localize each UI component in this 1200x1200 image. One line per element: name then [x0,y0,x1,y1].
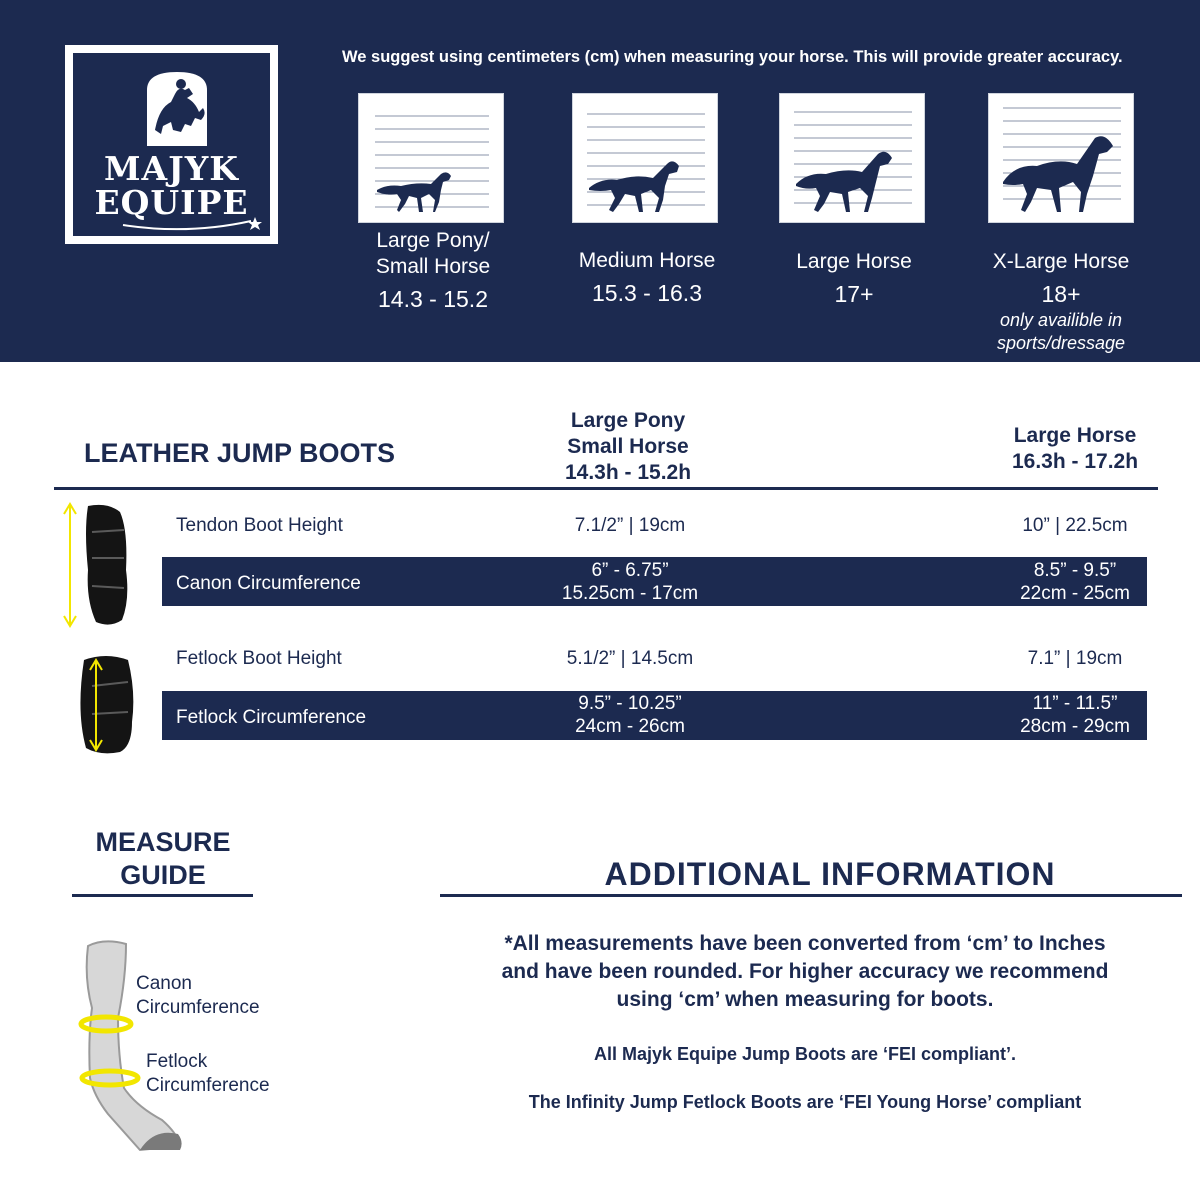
medium-horse-silhouette-icon [573,94,718,223]
brand-line-1: MAJYK [104,149,239,188]
fetlock-small-cm: 24cm - 26cm [575,716,685,737]
size-range: 14.3 - 15.2 [378,286,488,312]
column-header-large-pony [508,408,748,486]
table-header-rule [54,487,1158,490]
fetlock-circumference-label [146,1050,270,1098]
fetlock-label-line-2: Circumference [146,1075,270,1096]
size-name-line-1: Large Pony/ [376,229,490,252]
size-range: 18+ [1041,281,1081,307]
size-medium-horse [547,248,747,308]
fetlock-small-inches: 9.5” - 10.25” [578,693,682,714]
row-label-fetlock-height: Fetlock Boot Height [176,648,342,669]
column-header-line-1: Large Horse [1013,424,1137,447]
measure-guide-rule [72,894,253,897]
canon-circumference-row [162,557,1147,606]
conversion-note-line-2: and have been rounded. For higher accuracy we recommend [501,960,1109,983]
fetlock-large-inches: 11” - 11.5” [1032,693,1118,714]
canon-small-cm: 15.25cm - 17cm [561,583,699,604]
size-range: 17+ [834,281,874,307]
size-card-x-large-horse [988,93,1134,223]
canon-label-line-1: Canon [136,973,192,994]
conversion-note-line-1: *All measurements have been converted from ‘cm’ to Inches [504,932,1106,955]
fetlock-height-small: 5.1/2” | 14.5cm [566,648,694,669]
column-header-line-3: 14.3h - 15.2h [564,461,692,484]
canon-label-line-2: Circumference [136,997,260,1018]
small-horse-silhouette-icon [359,94,504,223]
size-x-large-horse [961,249,1161,355]
size-card-large-pony [358,93,504,223]
size-note-line-2: sports/dressage [996,333,1126,353]
size-name-line-2: Small Horse [375,255,491,278]
column-header-line-1: Large Pony [570,409,686,432]
brand-swoosh-icon [113,213,263,233]
size-name-line-1: X-Large Horse [992,250,1130,273]
table-title: LEATHER JUMP BOOTS [84,438,396,468]
horse-rider-emblem-icon [141,68,213,148]
young-horse-note: The Infinity Jump Fetlock Boots are ‘FEI Young Horse’ compliant [528,1092,1082,1112]
size-large-pony [333,228,533,314]
size-range: 15.3 - 16.3 [592,280,702,306]
column-header-line-2: Small Horse [567,435,689,458]
brand-logo [65,45,278,244]
fetlock-boot-icon [70,652,140,756]
column-header-large-horse [955,423,1195,475]
row-label-fetlock-circumference: Fetlock Circumference [176,707,367,728]
tendon-height-large: 10” | 22.5cm [1022,515,1128,536]
size-card-medium-horse [572,93,718,223]
row-label-tendon-height: Tendon Boot Height [176,515,343,536]
canon-large [955,559,1195,605]
fetlock-circumference-row [162,691,1147,740]
size-name-line-1: Medium Horse [578,249,716,272]
column-header-line-2: 16.3h - 17.2h [1011,450,1139,473]
size-name-line-1: Large Horse [796,250,912,273]
additional-info-title: ADDITIONAL INFORMATION [604,856,1056,892]
conversion-note-line-3: using ‘cm’ when measuring for boots. [616,988,994,1011]
measure-guide-title [72,826,254,892]
canon-circumference-label [136,972,260,1020]
canon-large-inches: 8.5” - 9.5” [1033,560,1117,581]
canon-small [510,559,750,605]
measure-guide-title-line-1: MEASURE [95,827,231,857]
fetlock-height-large: 7.1” | 19cm [1027,648,1123,669]
measure-guide-title-line-2: GUIDE [120,860,206,890]
additional-info-rule [440,894,1182,897]
large-horse-silhouette-icon [780,94,925,223]
fetlock-large-cm: 28cm - 29cm [1020,716,1130,737]
row-label-canon: Canon Circumference [176,573,361,594]
tendon-boot-icon [58,500,138,630]
size-card-large-horse [779,93,925,223]
measuring-note: We suggest using centimeters (cm) when measuring your horse. This will provide greater accuracy. [342,48,1123,66]
canon-small-inches: 6” - 6.75” [591,560,669,581]
brand-line-2: EQUIPE [94,183,249,222]
fetlock-label-line-1: Fetlock [146,1051,208,1072]
size-large-horse [754,249,954,309]
x-large-horse-silhouette-icon [989,94,1134,223]
fetlock-small [510,692,750,738]
canon-large-cm: 22cm - 25cm [1020,583,1130,604]
fei-compliant-note: All Majyk Equipe Jump Boots are ‘FEI compliant’. [593,1044,1017,1064]
fetlock-large [955,692,1195,738]
size-note-line-1: only availible in [999,310,1123,330]
horse-leg-diagram-icon [74,938,189,1156]
header-band [0,0,1200,362]
tendon-height-small: 7.1/2” | 19cm [574,515,686,536]
conversion-note [420,930,1190,1014]
